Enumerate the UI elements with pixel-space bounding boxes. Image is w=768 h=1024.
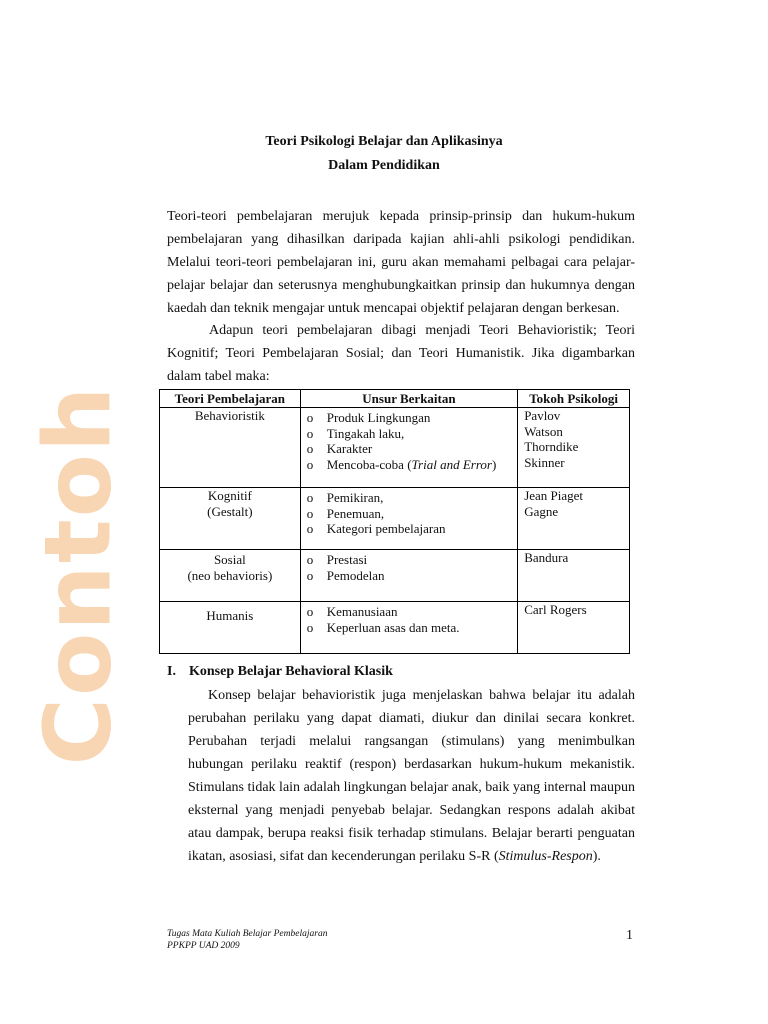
watermark-text: Contoh [24, 384, 132, 766]
unsur-item: o Kategori pembelajaran [307, 521, 517, 537]
tokoh-cell [518, 488, 630, 550]
teori-subname: (Gestalt) [207, 504, 253, 519]
table-header-row [160, 390, 630, 408]
teori-name: Humanis [206, 608, 254, 623]
section-body-tail: ). [592, 849, 601, 864]
footer-institution: PPKPP UAD 2009 [167, 941, 240, 951]
teori-cell [160, 602, 301, 654]
section-body [188, 684, 635, 868]
watermark [24, 384, 132, 766]
unsur-list [301, 488, 517, 537]
tokoh-cell [518, 550, 630, 602]
document-title-line1: Teori Psikologi Belajar dan Aplikasinya [265, 134, 503, 149]
tokoh-name: Thorndike [524, 439, 579, 454]
unsur-cell [300, 488, 517, 550]
page-number: 1 [626, 928, 633, 943]
tokoh-name: Bandura [524, 550, 569, 565]
page-footer [167, 928, 327, 952]
unsur-item-italic: Trial and Error [411, 456, 492, 472]
unsur-item: o Kemanusiaan [307, 604, 517, 620]
teori-name: Sosial [213, 552, 246, 567]
section-body-text: Konsep belajar behavioristik juga menjelaskan bahwa belajar itu adalah perubahan perilaku yang dapat diamati, diukur dan dinilai secara konkret. Perubahan terjadi melalui rangsangan (stimulans) yang menimbulkan hubungan perilaku reaktif (respon) berdasarkan hukum-hukum mekanistik. Stimulans tidak lain adalah lingkungan belajar anak, baik yang internal maupun eksternal yang menjadi penyebab belajar. Sedangkan respons adalah akibat atau dampak, berupa reaksi fisik terhadap stimulans. Belajar berarti penguatan ikatan, asosiasi, sifat dan kecenderungan perilaku S-R ( [188, 688, 635, 864]
section-title: Konsep Belajar Behavioral Klasik [189, 664, 393, 679]
section-number: I. [167, 664, 176, 679]
unsur-cell [300, 602, 517, 654]
unsur-item: o Prestasi [307, 552, 517, 568]
unsur-cell [300, 408, 517, 488]
second-paragraph: Adapun teori pembelajaran dibagi menjadi Teori Behavioristik; Teori Kognitif; Teori Pembelajaran Sosial; dan Teori Humanistik. Jika digambarkan dalam tabel maka: [167, 323, 635, 384]
teori-cell [160, 550, 301, 602]
unsur-item-text: Mencoba-coba ( [326, 456, 412, 472]
tokoh-cell [518, 408, 630, 488]
header-unsur: Unsur Berkaitan [300, 390, 517, 408]
tokoh-name: Watson [524, 423, 563, 439]
unsur-item: o Penemuan, [307, 506, 517, 522]
tokoh-name: Jean Piaget [524, 488, 584, 503]
unsur-item-tail: ) [491, 456, 497, 472]
teori-cell [160, 488, 301, 550]
header-tokoh: Tokoh Psikologi [518, 390, 630, 408]
unsur-item: o Keperluan asas dan meta. [307, 620, 517, 636]
tokoh-name: Skinner [524, 454, 565, 470]
table-row-kognitif [160, 488, 630, 550]
footer-course: Tugas Mata Kuliah Belajar Pembelajaran [167, 929, 328, 939]
unsur-list [301, 550, 517, 583]
unsur-item: o Tingakah laku, [307, 426, 517, 442]
unsur-item [307, 457, 517, 473]
table-row-humanis [160, 602, 630, 654]
document-title-line2: Dalam Pendidikan [328, 158, 440, 173]
header-teori: Teori Pembelajaran [160, 390, 301, 408]
unsur-item: o Produk Lingkungan [307, 410, 517, 426]
theory-table [159, 389, 630, 654]
table-row-behavioristik [160, 408, 630, 488]
table-row-sosial [160, 550, 630, 602]
teori-name: Kognitif [207, 488, 252, 503]
tokoh-name: Carl Rogers [524, 602, 587, 617]
unsur-item: o Karakter [307, 441, 517, 457]
unsur-list [301, 408, 517, 472]
teori-cell [160, 408, 301, 488]
unsur-cell [300, 550, 517, 602]
tokoh-name: Pavlov [524, 408, 561, 423]
tokoh-name: Gagne [524, 503, 559, 519]
unsur-item: o Pemodelan [307, 568, 517, 584]
tokoh-cell [518, 602, 630, 654]
intro-paragraph: Teori-teori pembelajaran merujuk kepada prinsip-prinsip dan hukum-hukum pembelajaran yang dihasilkan daripada kajian ahli-ahli psikologi pendidikan. Melalui teori-teori pembelajaran ini, guru akan memahami pelbagai cara pelajar-pelajar belajar dan seterusnya menghubungkaitkan prinsip dan hukumnya dengan kaedah dan teknik mengajar untuk mencapai objektif pelajaran dengan berkesan. [167, 209, 635, 316]
section-heading [167, 664, 393, 680]
teori-subname: (neo behavioris) [187, 568, 273, 583]
unsur-item: o Pemikiran, [307, 490, 517, 506]
section-body-italic: Stimulus-Respon [498, 849, 593, 864]
teori-name: Behavioristik [194, 408, 265, 423]
unsur-list [301, 602, 517, 635]
